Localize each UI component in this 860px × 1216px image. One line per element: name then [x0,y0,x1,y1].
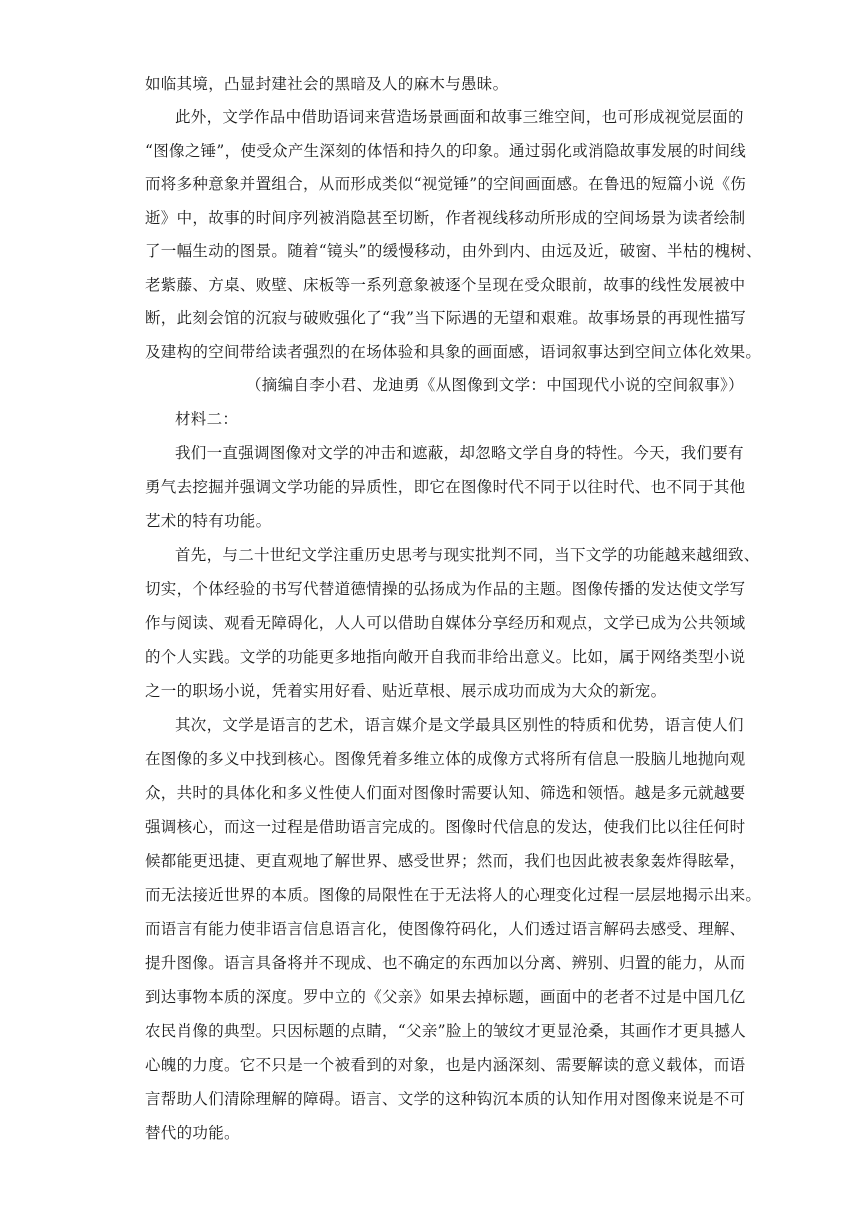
text-line: 众，共时的具体化和多义性使人们面对图像时需要认知、筛选和领悟。越是多元就越要 [145,784,746,802]
text-line: 提升图像。语言具备将并不现成、也不确定的东西加以分离、辨别、归置的能力，从而 [145,954,746,972]
text-line: 言帮助人们清除理解的障碍。语言、文学的这种钩沉本质的认知作用对图像来说是不可 [145,1090,746,1108]
paragraph-first-line: 其次，文学是语言的艺术，语言媒介是文学最具区别性的特质和优势，语言使人们 [175,716,744,734]
text-line: “图像之锤”，使受众产生深刻的体悟和持久的印象。通过弱化或消隐故事发展的时间线 [145,142,747,160]
paragraph-first-line: 我们一直强调图像对文学的冲击和遮蔽，却忽略文学自身的特性。今天，我们要有 [175,444,744,462]
text-line: 候都能更迅捷、更直观地了解世界、感受世界；然而，我们也因此被表象轰炸得眩晕， [145,852,746,870]
text-line: 勇气去挖掘并强调文学功能的异质性，即它在图像时代不同于以往时代、也不同于其他 [145,478,746,496]
text-line: 作与阅读、观看无障碍化，人人可以借助自媒体分享经历和观点，文学已成为公共领域 [145,614,746,632]
text-line: 在图像的多义中找到核心。图像凭着多维立体的成像方式将所有信息一股脑儿地抛向观 [145,750,746,768]
source-citation: （摘编自李小君、龙迪勇《从图像到文学：中国现代小说的空间叙事》） [246,376,744,394]
paragraph-first-line: 此外，文学作品中借助语词来营造场景画面和故事三维空间，也可形成视觉层面的 [175,108,744,126]
text-line: 艺术的特有功能。 [145,512,272,530]
text-line: 而语言有能力使非语言信息语言化，使图像符码化，人们透过语言解码去感受、理解、 [145,920,746,938]
text-line: 的个人实践。文学的功能更多地指向敞开自我而非给出意义。比如，属于网络类型小说 [145,648,746,666]
section-heading-material-two: 材料二： [175,410,239,428]
text-line: 逝》中，故事的时间序列被消隐甚至切断，作者视线移动所形成的空间场景为读者绘制 [145,209,746,227]
text-line: 了一幅生动的图景。随着“镜头”的缓慢移动，由外到内、由远及近，破窗、半枯的槐树、 [145,242,762,260]
text-line: 及建构的空间带给读者强烈的在场体验和具象的画面感，语词叙事达到空间立体化效果。 [145,343,762,361]
text-line: 而无法接近世界的本质。图像的局限性在于无法将人的心理变化过程一层层地揭示出来。 [145,886,762,904]
text-line: 替代的功能。 [145,1124,240,1142]
text-line: 老紫藤、方桌、败壁、床板等一系列意象被逐个呈现在受众眼前，故事的线性发展被中 [145,276,746,294]
text-line: 心魄的力度。它不只是一个被看到的对象，也是内涵深刻、需要解读的意义载体，而语 [145,1056,746,1074]
text-line: 之一的职场小说，凭着实用好看、贴近草根、展示成功而成为大众的新宠。 [145,682,667,700]
text-line: 农民肖像的典型。只因标题的点睛，“父亲”脸上的皱纹才更显沧桑，其画作才更具撼人 [145,1022,747,1040]
text-line: 如临其境，凸显封建社会的黑暗及人的麻木与愚昧。 [145,75,509,93]
text-line: 强调核心，而这一过程是借助语言完成的。图像时代信息的发达，使我们比以往任何时 [145,818,746,836]
paragraph-first-line: 首先，与二十世纪文学注重历史思考与现实批判不同，当下文学的功能越来越细致、 [175,546,760,564]
text-line: 到达事物本质的深度。罗中立的《父亲》如果去掉标题，画面中的老者不过是中国几亿 [145,988,746,1006]
text-line: 而将多种意象并置组合，从而形成类似“视觉锤”的空间画面感。在鲁迅的短篇小说《伤 [145,175,747,193]
text-line: 断，此刻会馆的沉寂与破败强化了“我”当下际遇的无望和艰难。故事场景的再现性描写 [145,309,747,327]
text-line: 切实，个体经验的书写代替道德情操的弘扬成为作品的主题。图像传播的发达使文学写 [145,580,746,598]
